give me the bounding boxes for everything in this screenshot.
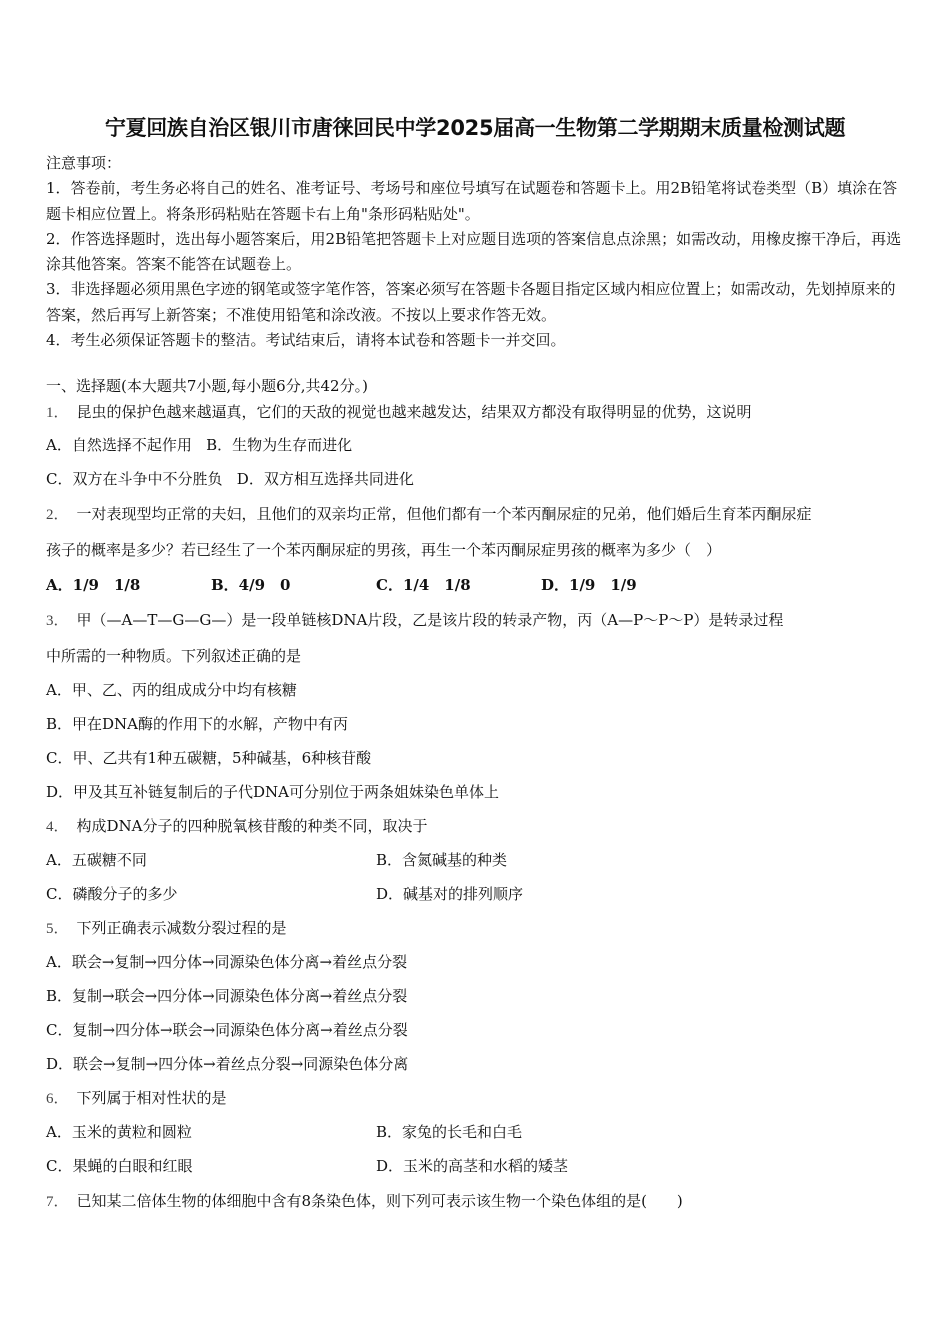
option-d[interactable]: D．甲及其互补链复制后的子代DNA可分别位于两条姐妹染色单体上 bbox=[46, 783, 500, 801]
option-a[interactable]: A．玉米的黄粒和圆粒 bbox=[46, 1123, 192, 1141]
option-b[interactable]: B．复制→联会→四分体→同源染色体分离→着丝点分裂 bbox=[46, 987, 408, 1005]
option-d[interactable]: D．联会→复制→四分体→着丝点分裂→同源染色体分离 bbox=[46, 1055, 409, 1073]
option-b[interactable]: B．含氮碱基的种类 bbox=[376, 851, 508, 869]
option-c[interactable]: C．复制→四分体→联会→同源染色体分离→着丝点分裂 bbox=[46, 1021, 408, 1039]
question-number: 3． bbox=[46, 613, 69, 629]
notice-item: 3．非选择题必须用黑色字迹的钢笔或签字笔作答，答案必须写在答题卡各题目指定区域内相应位置上；如需改动，先划掉原来的答案，然后再写上新答案；不准使用铅笔和涂改液。不按以上要求作答无效。 bbox=[46, 280, 896, 324]
option-a[interactable]: A．自然选择不起作用 bbox=[46, 436, 192, 454]
question-stem-continued: 孩子的概率是多少？若已经生了一个苯丙酮尿症的男孩，再生一个苯丙酮尿症男孩的概率为多少（ ） bbox=[46, 541, 722, 559]
question-3 bbox=[46, 609, 783, 630]
question-stem: 下列属于相对性状的是 bbox=[76, 1089, 227, 1107]
question-number: 6． bbox=[46, 1091, 69, 1107]
question-number: 2． bbox=[46, 507, 69, 523]
question-stem: 甲（—A—T—G—G—）是一段单链核DNA片段，乙是该片段的转录产物，丙（A—P～P～P）是转录过程 bbox=[76, 611, 784, 629]
option-b[interactable]: B．甲在DNA酶的作用下的水解，产物中有丙 bbox=[46, 715, 349, 733]
question-stem-continued: 中所需的一种物质。下列叙述正确的是 bbox=[46, 647, 302, 665]
question-number: 4． bbox=[46, 819, 69, 835]
option-a[interactable]: A．1/9 1/8 bbox=[46, 576, 141, 594]
option-row bbox=[46, 468, 414, 489]
question-2 bbox=[46, 503, 812, 524]
option-row bbox=[46, 883, 746, 904]
question-stem: 下列正确表示减数分裂过程的是 bbox=[76, 919, 287, 937]
question-6 bbox=[46, 1087, 227, 1108]
option-c[interactable]: C．甲、乙共有1种五碳糖，5种碱基，6种核苷酸 bbox=[46, 749, 372, 767]
option-c[interactable]: C．果蝇的白眼和红眼 bbox=[46, 1157, 193, 1175]
option-row bbox=[46, 849, 746, 870]
option-d[interactable]: D．双方相互选择共同进化 bbox=[236, 470, 414, 488]
option-row bbox=[46, 574, 706, 595]
option-row bbox=[46, 434, 352, 455]
option-a[interactable]: A．甲、乙、丙的组成成分中均有核糖 bbox=[46, 681, 297, 699]
question-1 bbox=[46, 401, 752, 422]
option-c[interactable]: C．双方在斗争中不分胜负 bbox=[46, 470, 223, 488]
question-7 bbox=[46, 1190, 683, 1211]
option-d[interactable]: D．碱基对的排列顺序 bbox=[376, 885, 524, 903]
notice-heading: 注意事项： bbox=[46, 154, 122, 172]
notice-item: 4．考生必须保证答题卡的整洁。考试结束后，请将本试卷和答题卡一并交回。 bbox=[46, 331, 566, 350]
notice-block bbox=[46, 151, 908, 353]
option-row bbox=[46, 1155, 746, 1176]
option-a[interactable]: A．联会→复制→四分体→同源染色体分离→着丝点分裂 bbox=[46, 953, 408, 971]
option-d[interactable]: D．1/9 1/9 bbox=[541, 576, 637, 594]
question-4 bbox=[46, 815, 428, 836]
option-c[interactable]: C．磷酸分子的多少 bbox=[46, 885, 178, 903]
option-b[interactable]: B．4/9 0 bbox=[211, 576, 291, 594]
question-5 bbox=[46, 917, 287, 938]
question-number: 1． bbox=[46, 405, 69, 421]
question-number: 5． bbox=[46, 921, 69, 937]
notice-item: 2．作答选择题时，选出每小题答案后，用2B铅笔把答题卡上对应题目选项的答案信息点涂黑；如需改动，用橡皮擦干净后，再选涂其他答案。答案不能答在试题卷上。 bbox=[46, 229, 902, 274]
section-heading: 一、选择题(本大题共7小题,每小题6分,共42分。) bbox=[46, 377, 368, 395]
option-c[interactable]: C．1/4 1/8 bbox=[376, 576, 471, 594]
question-stem: 昆虫的保护色越来越逼真，它们的天敌的视觉也越来越发达，结果双方都没有取得明显的优势，这说明 bbox=[76, 403, 752, 421]
notice-item: 1．答卷前，考生务必将自己的姓名、准考证号、考场号和座位号填写在试题卷和答题卡上。用2B铅笔将试卷类型（B）填涂在答题卡相应位置上。将条形码粘贴在答题卡右上角"条形码粘贴处"。 bbox=[46, 179, 898, 223]
option-row bbox=[46, 1121, 746, 1142]
option-a[interactable]: A．五碳糖不同 bbox=[46, 851, 147, 869]
question-number: 7． bbox=[46, 1194, 69, 1210]
exam-title: 宁夏回族自治区银川市唐徕回民中学2025届高一生物第二学期期末质量检测试题 bbox=[104, 116, 846, 140]
option-b[interactable]: B．生物为生存而进化 bbox=[206, 436, 353, 454]
option-b[interactable]: B．家兔的长毛和白毛 bbox=[376, 1123, 523, 1141]
question-stem: 构成DNA分子的四种脱氧核苷酸的种类不同，取决于 bbox=[76, 817, 428, 835]
question-stem: 已知某二倍体生物的体细胞中含有8条染色体，则下列可表示该生物一个染色体组的是( ) bbox=[76, 1192, 683, 1210]
option-d[interactable]: D．玉米的高茎和水稻的矮茎 bbox=[376, 1157, 569, 1175]
question-stem: 一对表现型均正常的夫妇，且他们的双亲均正常，但他们都有一个苯丙酮尿症的兄弟，他们婚后生育苯丙酮尿症 bbox=[76, 505, 812, 523]
